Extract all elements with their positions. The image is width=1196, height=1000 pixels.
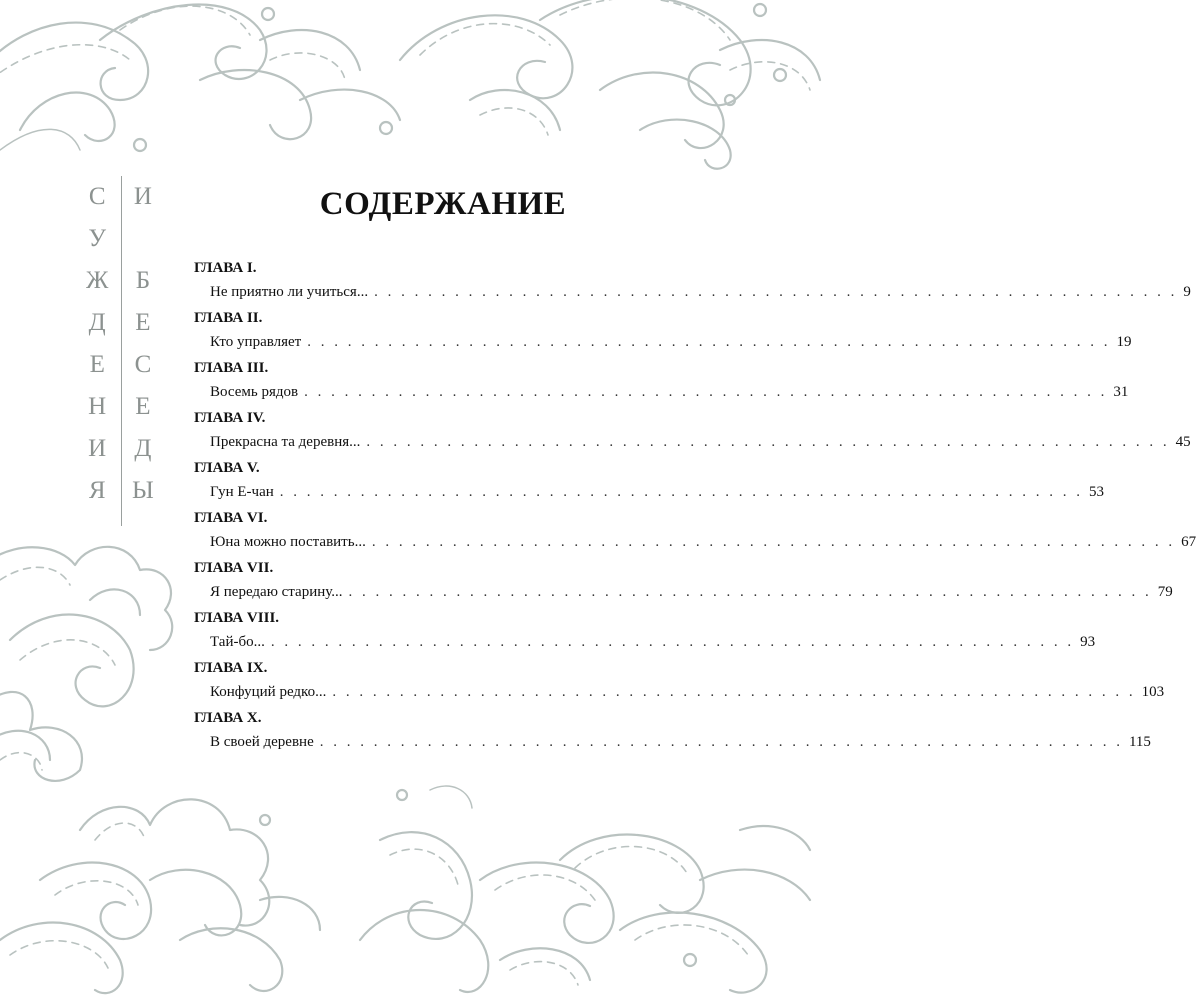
chapter-label: ГЛАВА VIII. (194, 610, 280, 626)
toc-chapter[interactable] (194, 258, 1191, 308)
toc-entry[interactable] (210, 332, 1132, 352)
vertical-letter: Д (134, 435, 152, 462)
dot-leader: . . . . . . . . . . . . . . . . . . . . . . . . . . . . . . . . . . . . . . . . . . . . . . . . . . . . . . . . . . . . (374, 284, 1178, 300)
toc-chapter[interactable] (194, 458, 1105, 508)
page-number: 31 (1113, 384, 1129, 400)
page-number: 79 (1157, 584, 1173, 600)
page-title: СОДЕРЖАНИЕ (319, 186, 567, 222)
dot-leader: . . . . . . . . . . . . . . . . . . . . . . . . . . . . . . . . . . . . . . . . . . . . . . . . . . . . . . . . . . . . (332, 684, 1136, 700)
chapter-title: Не приятно ли учиться... (210, 284, 369, 300)
page-number: 67 (1181, 534, 1196, 550)
toc-entry[interactable] (210, 482, 1105, 502)
page-number: 53 (1089, 484, 1105, 500)
toc-entry[interactable] (210, 382, 1129, 402)
toc-entry[interactable] (210, 432, 1191, 452)
vertical-title-right-column (132, 176, 154, 512)
chapter-title: Кто управляет (210, 334, 302, 350)
vertical-letter: С (88, 183, 106, 210)
toc-entry[interactable] (210, 282, 1191, 302)
vertical-letter: Е (135, 393, 151, 420)
page-number: 115 (1128, 734, 1151, 750)
dot-leader: . . . . . . . . . . . . . . . . . . . . . . . . . . . . . . . . . . . . . . . . . . . . . . . . . . . . . . . . . . . . (348, 584, 1152, 600)
chapter-label: ГЛАВА X. (194, 710, 262, 726)
vertical-letter: Е (135, 309, 151, 336)
toc-chapter[interactable] (194, 608, 1096, 658)
chapter-label: ГЛАВА IV. (194, 410, 266, 426)
chapter-title: В своей деревне (210, 734, 314, 750)
chapter-title: Юна можно поставить... (210, 534, 366, 550)
vertical-letter: Б (135, 267, 151, 294)
chapter-label: ГЛАВА VII. (194, 560, 274, 576)
chapter-title: Я передаю старину... (210, 584, 343, 600)
left-cloud-icon (0, 547, 172, 781)
toc-entry[interactable] (210, 682, 1165, 702)
toc-chapter[interactable] (194, 708, 1151, 758)
chapter-title: Тай-бо... (210, 634, 265, 650)
vertical-letter: Я (88, 477, 106, 504)
chapter-label: ГЛАВА V. (194, 460, 260, 476)
vertical-letter: Ж (86, 267, 109, 294)
page-number: 45 (1175, 434, 1191, 450)
chapter-title: Прекрасна та деревня... (210, 434, 361, 450)
toc-chapter[interactable] (194, 508, 1196, 558)
toc-chapter[interactable] (194, 658, 1165, 708)
vertical-letter: И (133, 183, 152, 210)
top-left-wave-icon (0, 5, 400, 151)
page-number: 93 (1080, 634, 1096, 650)
vertical-letter: Н (88, 393, 107, 420)
vertical-letter: Е (89, 351, 105, 378)
toc-chapter[interactable] (194, 308, 1132, 358)
vertical-letter: И (88, 435, 107, 462)
chapter-label: ГЛАВА II. (194, 310, 263, 326)
dot-leader: . . . . . . . . . . . . . . . . . . . . . . . . . . . . . . . . . . . . . . . . . . . . . . . . . . . . . . . . . . . . (270, 634, 1075, 650)
vertical-letter: С (134, 351, 152, 378)
chapter-title: Восемь рядов (210, 384, 299, 400)
top-right-wave-icon (400, 0, 820, 169)
vertical-title-left-column (86, 176, 108, 512)
vertical-letter: Д (88, 309, 106, 336)
dot-leader: . . . . . . . . . . . . . . . . . . . . . . . . . . . . . . . . . . . . . . . . . . . . . . . . . . . . . . . . . . . . (319, 734, 1123, 750)
vertical-divider (121, 176, 122, 526)
dot-leader: . . . . . . . . . . . . . . . . . . . . . . . . . . . . . . . . . . . . . . . . . . . . . . . . . . . . . . . . . . . . (366, 434, 1170, 450)
page-number: 103 (1141, 684, 1165, 700)
chapter-title: Гун Е-чан (210, 484, 274, 500)
chapter-label: ГЛАВА III. (194, 360, 269, 376)
toc-chapter[interactable] (194, 358, 1129, 408)
vertical-letter: У (88, 225, 107, 252)
chapter-label: ГЛАВА IX. (194, 660, 268, 676)
toc-entry[interactable] (210, 582, 1173, 602)
toc-entry[interactable] (210, 632, 1096, 652)
dot-leader: . . . . . . . . . . . . . . . . . . . . . . . . . . . . . . . . . . . . . . . . . . . . . . . . . . . . . . . . . . . . (307, 334, 1111, 350)
dot-leader: . . . . . . . . . . . . . . . . . . . . . . . . . . . . . . . . . . . . . . . . . . . . . . . . . . . . . . . . . . . . (304, 384, 1108, 400)
bottom-right-wave-icon (360, 786, 810, 993)
chapter-label: ГЛАВА I. (194, 260, 257, 276)
table-of-contents (194, 258, 1196, 758)
vertical-letter: Ы (132, 477, 154, 504)
dot-leader: . . . . . . . . . . . . . . . . . . . . . . . . . . . . . . . . . . . . . . . . . . . . . . . . . . . . . . . . . . . . (371, 534, 1176, 550)
page-number: 9 (1183, 284, 1191, 300)
toc-chapter[interactable] (194, 408, 1191, 458)
chapter-label: ГЛАВА VI. (194, 510, 268, 526)
chapter-title: Конфуций редко... (210, 684, 327, 700)
toc-entry[interactable] (210, 732, 1151, 752)
bottom-left-cloud-icon (0, 799, 320, 993)
page-number: 19 (1116, 334, 1132, 350)
toc-chapter[interactable] (194, 558, 1173, 608)
dot-leader: . . . . . . . . . . . . . . . . . . . . . . . . . . . . . . . . . . . . . . . . . . . . . . . . . . . . . . . . . . . . (279, 484, 1084, 500)
toc-entry[interactable] (210, 532, 1196, 552)
